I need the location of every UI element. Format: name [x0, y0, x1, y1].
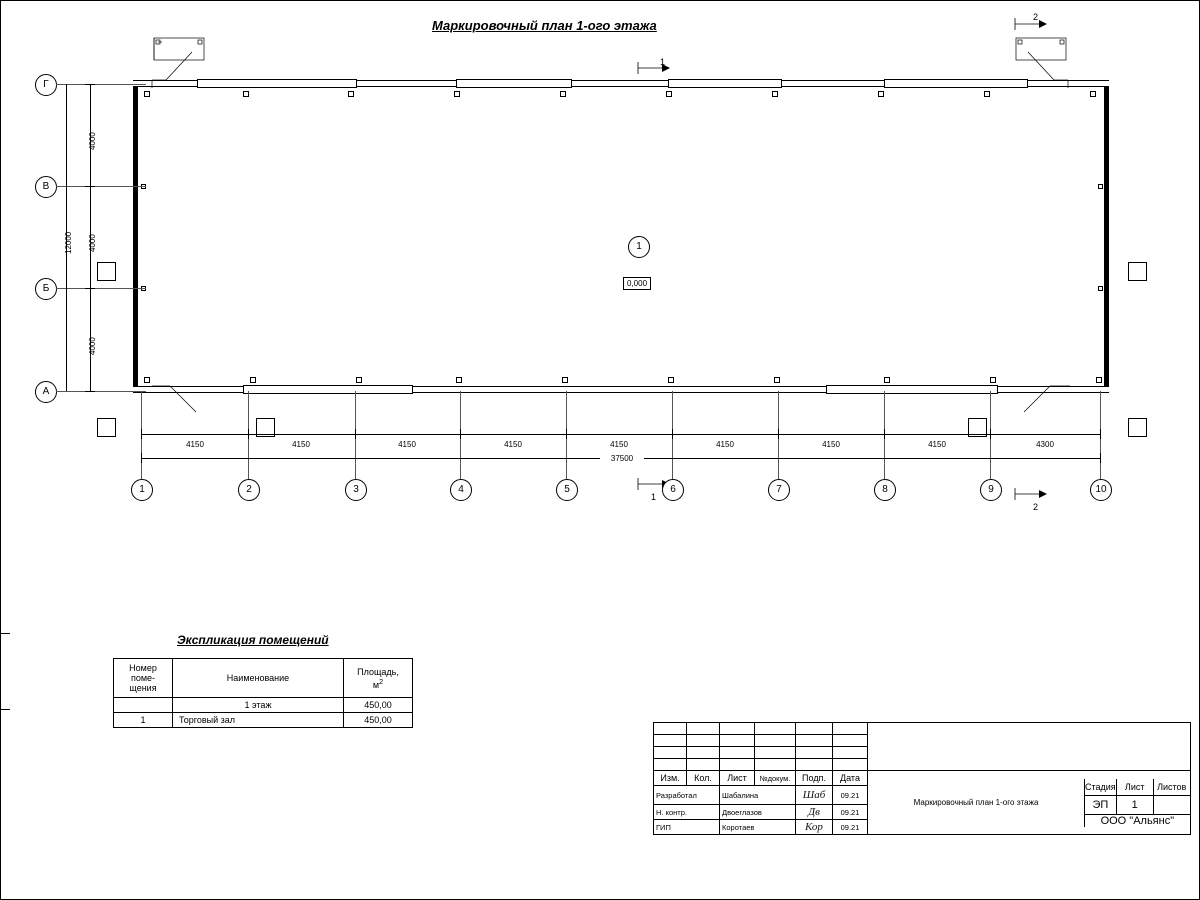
stamp-sheets-label: Листов: [1157, 781, 1187, 792]
axis-bubble-b: Б: [35, 278, 57, 300]
cut-label-1-bottom: 1: [651, 492, 657, 502]
stamp-blank-row: [654, 723, 1191, 735]
header-area-line1: Площадь,: [357, 666, 399, 677]
stamp-col-data: Дата: [833, 771, 868, 786]
stamp-blank4-c3: [720, 759, 755, 771]
axis-bubble-8: 8: [874, 479, 896, 501]
table-header-row: [114, 659, 413, 698]
dim-horizontal-total: 37500: [600, 454, 644, 463]
dim-horizontal-9: 4300: [1025, 440, 1065, 449]
axis-bubble-5: 5: [556, 479, 578, 501]
stamp-name-1: Двоеглазов: [720, 805, 796, 820]
stamp-sign-1: Дв: [796, 805, 833, 820]
header-number: [114, 659, 173, 698]
dim-horizontal-7: 4150: [811, 440, 851, 449]
dim-chain-h-2-right-cap: [1100, 453, 1101, 463]
page-title: Маркировочный план 1-ого этажа: [432, 18, 657, 33]
stamp-date-0: 09.21: [833, 786, 868, 805]
axis-bubble-v: В: [35, 176, 57, 198]
dim-tick-h-4: [460, 429, 461, 439]
dim-vertical-2: 4000: [88, 234, 97, 252]
cut-label-2-bottom: 2: [1033, 502, 1039, 512]
stamp-col-podp: Подп.: [796, 771, 833, 786]
stamp-role-2: ГИП: [654, 820, 720, 835]
header-name: Наименование: [173, 659, 344, 698]
axis-bubble-7: 7: [768, 479, 790, 501]
stamp-blank3-c5: [796, 747, 833, 759]
stamp-blank-c3: [720, 723, 755, 735]
stamp-header-row: [654, 771, 1191, 786]
axis-bubble-1: 1: [131, 479, 153, 501]
axis-bubble-10: 10: [1090, 479, 1112, 501]
dim-tick-h-3: [355, 429, 356, 439]
dim-chain-h-1-right-cap: [1100, 429, 1101, 439]
cut-label-2-top: 2: [1033, 12, 1039, 22]
level-mark: 0,000: [623, 277, 651, 290]
row-number-0: [114, 698, 173, 713]
dim-tick-h-2: [248, 429, 249, 439]
row-name-0: 1 этаж: [173, 698, 344, 713]
dim-vertical-3: 4000: [88, 337, 97, 355]
dim-vertical-1: 4000: [88, 132, 97, 150]
dim-horizontal-5: 4150: [599, 440, 639, 449]
axis-bubble-a: А: [35, 381, 57, 403]
explication-table: [113, 658, 413, 728]
frame-top-border: [0, 0, 1200, 1]
dim-tick-v-2: [85, 186, 95, 187]
row-number-1: 1: [114, 713, 173, 728]
stamp-blank2-c3: [720, 735, 755, 747]
stamp-blank-c2: [687, 723, 720, 735]
dim-chain-h-1: [141, 434, 1100, 435]
axis-leader-b: [56, 288, 146, 289]
header-number-line2: поме-: [130, 673, 156, 683]
axis-leader-v: [56, 186, 146, 187]
stamp-sheet-value: 1: [1117, 796, 1154, 814]
axis-bubble-6: 6: [662, 479, 684, 501]
stamp-blank4-c6: [833, 759, 868, 771]
frame-left-tick-1: [0, 633, 10, 634]
header-number-line3: щения: [129, 683, 157, 693]
stamp-blank2-c4: [755, 735, 796, 747]
stamp-blank3-c1: [654, 747, 687, 759]
header-area-unit: $м^2$: [372, 676, 384, 690]
dim-tick-h-5: [566, 429, 567, 439]
cut-label-1-top: 1: [660, 57, 666, 67]
stamp-blank3-c3: [720, 747, 755, 759]
title-block: [653, 722, 1191, 835]
stamp-blank-c5: [796, 723, 833, 735]
row-name-1: Торговый зал: [173, 713, 344, 728]
stamp-col-izm: Изм.: [654, 771, 687, 786]
stamp-blank4-c4: [755, 759, 796, 771]
frame-left-border: [0, 0, 1, 900]
stamp-blank2-c6: [833, 735, 868, 747]
axis-leader-g: [56, 84, 146, 85]
stamp-date-1: 09.21: [833, 805, 868, 820]
stamp-sheet-label: Лист: [1117, 779, 1154, 795]
stamp-blank2-c5: [796, 735, 833, 747]
stamp-name-0: Шабалина: [720, 786, 796, 805]
dim-chain-h-1-left-cap: [141, 429, 142, 439]
stamp-role-1: Н. контр.: [654, 805, 720, 820]
stamp-company: ООО "Альянс": [1100, 814, 1175, 827]
dim-tick-h-6: [672, 429, 673, 439]
stamp-blank-c4: [755, 723, 796, 735]
header-area: [344, 659, 413, 698]
stamp-stage-label: Стадия: [1085, 779, 1117, 795]
axis-bubble-2: 2: [238, 479, 260, 501]
axis-bubble-3: 3: [345, 479, 367, 501]
dim-horizontal-1: 4150: [175, 440, 215, 449]
row-area-1: 450,00: [344, 713, 413, 728]
dim-horizontal-8: 4150: [917, 440, 957, 449]
stamp-date-2: 09.21: [833, 820, 868, 835]
axis-bubble-9: 9: [980, 479, 1002, 501]
stamp-name-2: Коротаев: [720, 820, 796, 835]
stamp-blank3-c4: [755, 747, 796, 759]
stamp-blank2-c1: [654, 735, 687, 747]
pillar-right-lower: [1128, 418, 1147, 437]
axis-leader-a: [56, 391, 146, 392]
pillar-right-upper: [1128, 262, 1147, 281]
row-area-0: 450,00: [344, 698, 413, 713]
stamp-sign-0: Шаб: [796, 786, 833, 805]
table-row: [114, 713, 413, 728]
stamp-blank4-c5: [796, 759, 833, 771]
stamp-blank2-c2: [687, 735, 720, 747]
stamp-sheet-title: Маркировочный план 1-ого этажа: [868, 779, 1085, 827]
stamp-blank-c1: [654, 723, 687, 735]
stamp-sheets-value: [1154, 796, 1190, 814]
dim-tick-h-7: [778, 429, 779, 439]
header-number-line1: Номер: [129, 663, 157, 673]
stamp-blank-c6: [833, 723, 868, 735]
dim-chain-h-2-left-cap: [141, 453, 142, 463]
room-number-bubble: 1: [628, 236, 650, 258]
dim-tick-h-9: [990, 429, 991, 439]
stamp-code-cell: [868, 723, 1191, 771]
table-row: [114, 698, 413, 713]
stamp-blank4-c2: [687, 759, 720, 771]
dim-tick-v-4: [85, 391, 95, 392]
stamp-blank3-c2: [687, 747, 720, 759]
axis-bubble-4: 4: [450, 479, 472, 501]
dim-horizontal-6: 4150: [705, 440, 745, 449]
stamp-col-kol: Кол.: [687, 771, 720, 786]
pillar-left-lower: [97, 418, 116, 437]
dim-vertical-total: 12000: [64, 231, 73, 254]
dim-horizontal-2: 4150: [281, 440, 321, 449]
stamp-sign-2: Кор: [796, 820, 833, 835]
stamp-col-list: Лист: [720, 771, 755, 786]
stamp-col-ndok: №докум.: [755, 771, 796, 786]
stamp-stage-value: ЭП: [1085, 796, 1117, 814]
dim-horizontal-3: 4150: [387, 440, 427, 449]
dim-horizontal-4: 4150: [493, 440, 533, 449]
pillar-left-upper: [97, 262, 116, 281]
stamp-title-and-company: [868, 771, 1191, 835]
explication-title: Экспликация помещений: [177, 633, 329, 647]
frame-left-tick-2: [0, 709, 10, 710]
stamp-role-0: Разработал: [654, 786, 720, 805]
dim-tick-h-8: [884, 429, 885, 439]
stamp-blank4-c1: [654, 759, 687, 771]
axis-bubble-g: Г: [35, 74, 57, 96]
stamp-blank3-c6: [833, 747, 868, 759]
dim-tick-v-1: [85, 84, 95, 85]
dim-tick-v-3: [85, 288, 95, 289]
